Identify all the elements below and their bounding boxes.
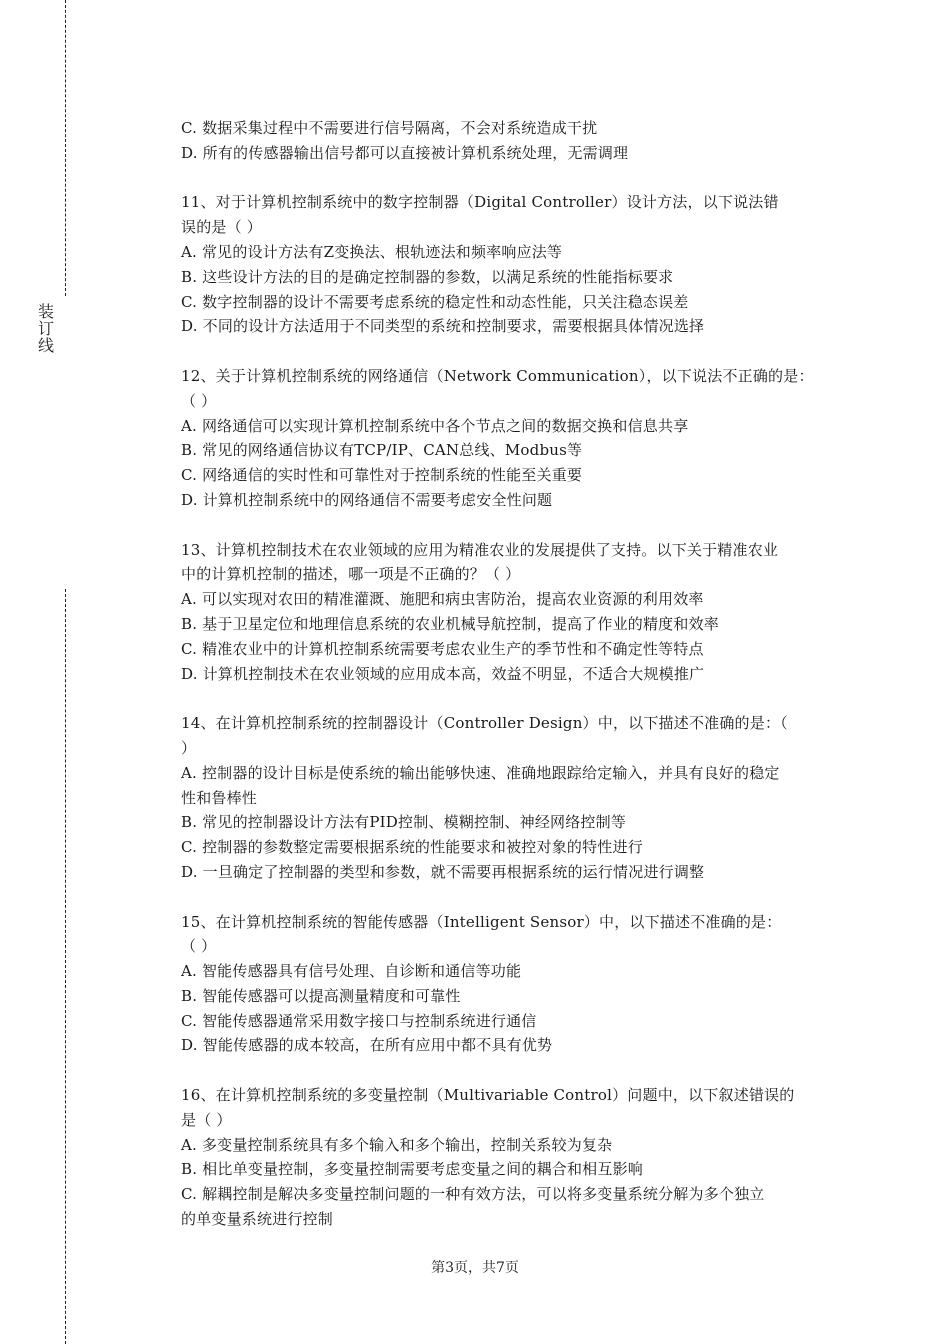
option-d [181, 314, 841, 339]
option-b [181, 984, 841, 1009]
option-text: 这些设计方法的目的是确定控制器的参数，以满足系统的性能指标要求 [202, 267, 674, 286]
option-b [181, 265, 841, 290]
option-letter: D. [181, 490, 198, 509]
option-d [181, 860, 841, 885]
option-letter: B. [181, 267, 198, 286]
question-stem-cont: ） [181, 738, 197, 757]
binding-dashed-line-lower [65, 589, 66, 1344]
question-14 [181, 711, 841, 885]
option-c [181, 290, 841, 315]
option-b [181, 810, 841, 835]
option-letter: A. [181, 962, 198, 981]
option-letter: A. [181, 242, 198, 261]
question-stem: 14、在计算机控制系统的控制器设计（Controller Design）中，以下描述不准确的是：（ [181, 714, 788, 733]
option-letter: A. [181, 416, 198, 435]
option-c-cont: 的单变量系统进行控制 [181, 1210, 334, 1229]
option-letter: D. [181, 862, 198, 881]
option-letter: B. [181, 1160, 198, 1179]
option-d [181, 488, 841, 513]
question-stem-cont: （ ） [181, 937, 217, 956]
question-stem: 13、计算机控制技术在农业领域的应用为精准农业的发展提供了支持。以下关于精准农业 [181, 540, 779, 559]
option-letter: D. [181, 317, 198, 336]
option-a [181, 414, 841, 439]
option-text: 智能传感器可以提高测量精度和可靠性 [202, 986, 461, 1005]
option-a [181, 761, 841, 786]
option-a [181, 587, 841, 612]
binding-margin-label: 装订线 [37, 302, 54, 355]
question-stem: 12、关于计算机控制系统的网络通信（Network Communication），以下说法不正确的是： [181, 366, 814, 385]
question-stem-cont: 误的是（ ） [181, 218, 262, 237]
option-a [181, 240, 841, 265]
option-a [181, 959, 841, 984]
option-letter: B. [181, 614, 198, 633]
option-c [181, 116, 841, 141]
option-c [181, 463, 841, 488]
option-letter: D. [181, 143, 198, 162]
option-text: 控制器的参数整定需要根据系统的性能要求和被控对象的特性进行 [202, 838, 643, 857]
option-text: 相比单变量控制，多变量控制需要考虑变量之间的耦合和相互影响 [202, 1160, 643, 1179]
question-stem: 15、在计算机控制系统的智能传感器（Intelligent Sensor）中，以下描述不准确的是： [181, 912, 782, 931]
previous-question-tail [181, 116, 841, 166]
question-stem-cont: 是（ ） [181, 1110, 232, 1129]
question-12 [181, 364, 841, 513]
option-text: 解耦控制是解决多变量控制问题的一种有效方法，可以将多变量系统分解为多个独立 [202, 1185, 765, 1204]
question-stem-cont: 中的计算机控制的描述，哪一项是不正确的？（ ） [181, 565, 521, 584]
option-text: 数据采集过程中不需要进行信号隔离，不会对系统造成干扰 [202, 119, 598, 137]
option-letter: B. [181, 813, 198, 832]
option-b [181, 438, 841, 463]
option-a-cont: 性和鲁棒性 [181, 788, 258, 807]
option-c [181, 1182, 841, 1207]
question-15 [181, 910, 841, 1059]
option-text: 计算机控制系统中的网络通信不需要考虑安全性问题 [202, 490, 553, 509]
option-text: 计算机控制技术在农业领域的应用成本高，效益不明显，不适合大规模推广 [202, 664, 705, 683]
option-text: 智能传感器通常采用数字接口与控制系统进行通信 [202, 1011, 537, 1030]
option-letter: A. [181, 590, 198, 609]
option-text: 网络通信可以实现计算机控制系统中各个节点之间的数据交换和信息共享 [201, 416, 689, 435]
option-letter: D. [181, 664, 198, 683]
option-text: 常见的设计方法有Z变换法、根轨迹法和频率响应法等 [201, 242, 563, 261]
option-text: 智能传感器具有信号处理、自诊断和通信等功能 [201, 962, 522, 981]
option-text: 常见的控制器设计方法有PID控制、模糊控制、神经网络控制等 [202, 813, 627, 832]
question-stem-cont: （ ） [181, 391, 217, 410]
option-text: 不同的设计方法适用于不同类型的系统和控制要求，需要根据具体情况选择 [202, 317, 705, 336]
option-letter: C. [181, 292, 198, 311]
option-letter: C. [181, 119, 198, 137]
option-text: 一旦确定了控制器的类型和参数，就不需要再根据系统的运行情况进行调整 [202, 862, 705, 881]
page-content [181, 116, 841, 1232]
option-letter: C. [181, 1011, 198, 1030]
option-text: 数字控制器的设计不需要考虑系统的稳定性和动态性能，只关注稳态误差 [202, 292, 689, 311]
option-text: 多变量控制系统具有多个输入和多个输出，控制关系较为复杂 [201, 1135, 613, 1154]
page-number-footer: 第3页，共7页 [431, 1260, 519, 1276]
option-text: 基于卫星定位和地理信息系统的农业机械导航控制，提高了作业的精度和效率 [202, 614, 719, 633]
option-letter: B. [181, 441, 198, 460]
question-stem: 11、对于计算机控制系统中的数字控制器（Digital Controller）设计方法，以下说法错 [181, 193, 779, 212]
question-16 [181, 1083, 841, 1232]
option-c [181, 1009, 841, 1034]
question-11 [181, 190, 841, 339]
option-text: 常见的网络通信协议有TCP/IP、CAN总线、Modbus等 [202, 441, 583, 460]
option-letter: C. [181, 838, 198, 857]
option-d [181, 141, 841, 166]
option-b [181, 1157, 841, 1182]
option-d [181, 662, 841, 687]
option-text: 精准农业中的计算机控制系统需要考虑农业生产的季节性和不确定性等特点 [202, 639, 704, 658]
option-text: 控制器的设计目标是使系统的输出能够快速、准确地跟踪给定输入，并具有良好的稳定 [201, 763, 780, 782]
option-text: 智能传感器的成本较高，在所有应用中都不具有优势 [202, 1036, 553, 1055]
option-d [181, 1033, 841, 1058]
option-text: 可以实现对农田的精准灌溉、施肥和病虫害防治，提高农业资源的利用效率 [201, 590, 704, 609]
question-13 [181, 538, 841, 687]
option-letter: C. [181, 639, 198, 658]
option-a [181, 1133, 841, 1158]
option-letter: A. [181, 1135, 198, 1154]
option-letter: C. [181, 1185, 198, 1204]
option-letter: A. [181, 763, 198, 782]
option-c [181, 637, 841, 662]
option-c [181, 835, 841, 860]
option-b [181, 612, 841, 637]
binding-dashed-line-upper [65, 0, 66, 296]
option-letter: C. [181, 466, 198, 485]
option-text: 所有的传感器输出信号都可以直接被计算机系统处理，无需调理 [202, 143, 629, 162]
option-text: 网络通信的实时性和可靠性对于控制系统的性能至关重要 [202, 466, 583, 485]
option-letter: D. [181, 1036, 198, 1055]
option-letter: B. [181, 986, 198, 1005]
question-stem: 16、在计算机控制系统的多变量控制（Multivariable Control）问题中，以下叙述错误的 [181, 1086, 795, 1105]
